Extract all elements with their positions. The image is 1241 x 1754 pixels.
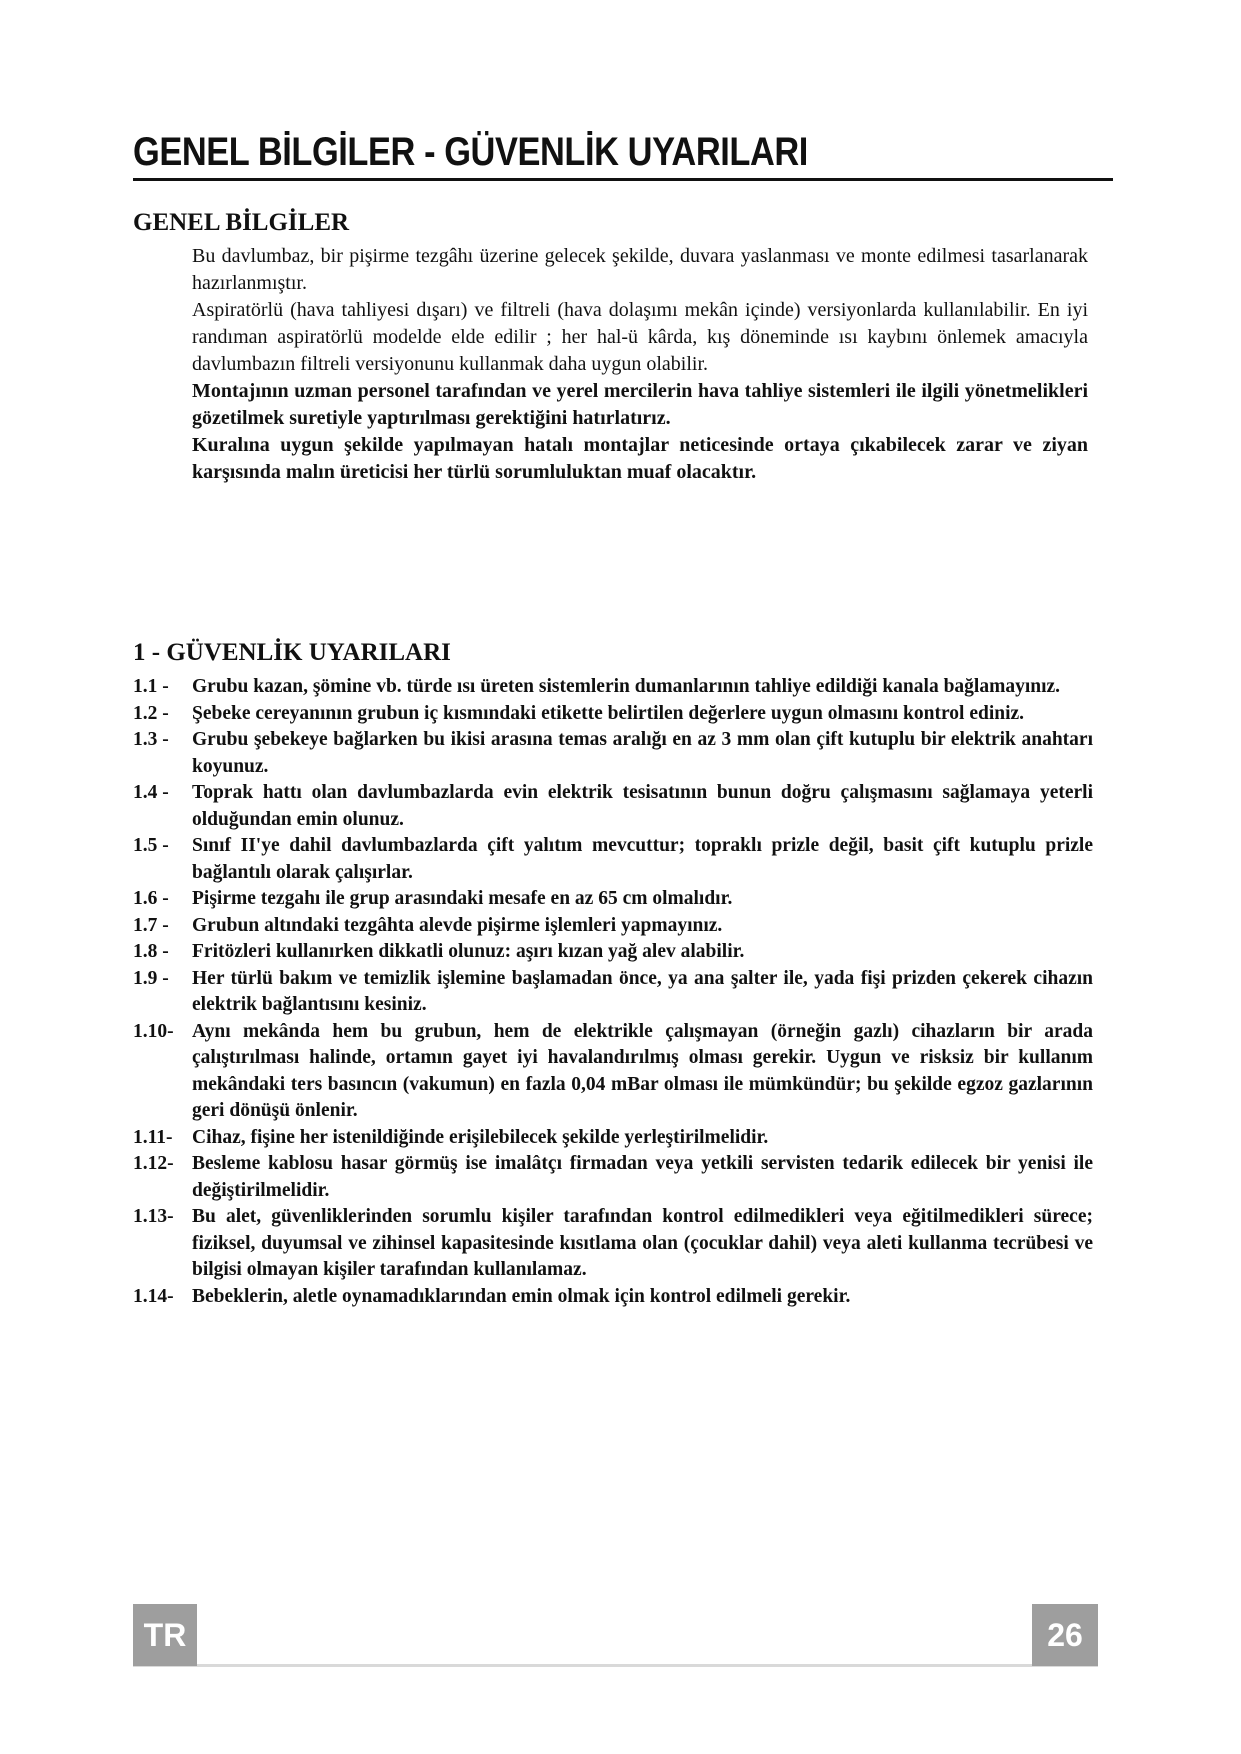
- item-text: Şebeke cereyanının grubun iç kısmındaki etikette belirtilen değerlere uygun olmasını kontrol ediniz.: [192, 702, 1025, 724]
- item-number: 1.8 -: [133, 941, 169, 962]
- item-number: 1.12-: [133, 1153, 174, 1174]
- item-text: Pişirme tezgahı ile grup arasındaki mesafe en az 65 cm olmalıdır.: [192, 888, 733, 909]
- general-info-body: [192, 243, 1088, 486]
- item-number: 1.4 -: [133, 782, 169, 803]
- item-text: Grubun altındaki tezgâhta alevde pişirme işlemleri yapmayınız.: [192, 914, 723, 936]
- item-text: Aynı mekânda hem bu grubun, hem de elektrikle çalışmayan (örneğin gazlı) cihazların bir arada çalıştırılması halinde, ortamın gayet iyi havalandırılmış olması gerekir. Uygun ve risksiz bir kullanım mekândaki ters basıncın (vakumun) en fazla 0,04 mBar olması ile mümkündür; bu şekilde egzoz gazlarının geri dönüşü önlenir.: [192, 1020, 1093, 1121]
- language-badge: TR: [133, 1604, 197, 1666]
- list-item: [133, 701, 1093, 728]
- item-text: Besleme kablosu hasar görmüş ise imalâtçı firmadan veya yetkili servisten tedarik edilecek bir yenisi ile değiştirilmelidir.: [192, 1153, 1093, 1201]
- list-item: [133, 727, 1093, 780]
- list-item: [133, 913, 1093, 940]
- item-text: Grubu şebekeye bağlarken bu ikisi arasına temas aralığı en az 3 mm olan çift kutuplu bir elektrik anahtarı koyunuz.: [192, 729, 1093, 777]
- item-number: 1.5 -: [133, 835, 169, 856]
- item-text: Bu alet, güvenliklerinden sorumlu kişiler tarafından kontrol edilmedikleri veya eğitilmedikleri sürece; fiziksel, duyumsal ve zihinsel kapasitesinde kısıtlama olan (çocuklar dahil) veya aleti kullanma tecrübesi ve bilgisi olmayan kişiler tarafından kullanılamaz.: [192, 1206, 1093, 1280]
- item-number: 1.2 -: [133, 702, 169, 724]
- item-number: 1.9 -: [133, 967, 169, 989]
- item-text: Cihaz, fişine her istenildiğinde erişilebilecek şekilde yerleştirilmelidir.: [192, 1126, 769, 1148]
- item-number: 1.3 -: [133, 729, 169, 750]
- item-number: 1.10-: [133, 1020, 174, 1042]
- list-item: [133, 833, 1093, 886]
- item-text: Bebeklerin, aletle oynamadıklarından emin olmak için kontrol edilmeli gerekir.: [192, 1285, 851, 1307]
- item-number: 1.11-: [133, 1126, 173, 1148]
- intro-bold-paragraph: Kuralına uygun şekilde yapılmayan hatalı montajlar neticesinde ortaya çıkabilecek zarar ve ziyan karşısında malın üreticisi her türlü sorumluluktan muaf olacaktır.: [192, 434, 1088, 483]
- list-item: [133, 939, 1093, 966]
- item-text: Fritözleri kullanırken dikkatli olunuz: aşırı kızan yağ alev alabilir.: [192, 941, 745, 962]
- safety-warnings-list: [133, 674, 1093, 1310]
- general-info-heading: GENEL BİLGİLER: [133, 209, 350, 236]
- item-text: Sınıf II'ye dahil davlumbazlarda çift yalıtım mevcuttur; topraklı prizle değil, basit çift kutuplu prizle bağlantılı olarak çalışırlar.: [192, 835, 1093, 883]
- page-number: 26: [1032, 1604, 1098, 1666]
- item-number: 1.14-: [133, 1285, 174, 1307]
- list-item: [133, 1204, 1093, 1284]
- title-divider: [133, 178, 1113, 181]
- list-item: [133, 674, 1093, 701]
- list-item: [133, 966, 1093, 1019]
- intro-bold-paragraph: Montajının uzman personel tarafından ve yerel mercilerin hava tahliye sistemleri ile ilgili yönetmelikleri gözetilmek suretiyle yaptırılması gerektiğini hatırlatırız.: [192, 380, 1088, 429]
- intro-paragraph: Aspiratörlü (hava tahliyesi dışarı) ve filtreli (hava dolaşımı mekân içinde) versiyonlarda kullanılabilir. En iyi randıman aspiratörlü modelde elde edilir ; her hal-ü kârda, kış döneminde ısı kaybını önlemek amacıyla davlumbazın filtreli versiyonunu kullanmak daha uygun olabilir.: [192, 299, 1088, 375]
- footer-rule: [133, 1604, 1098, 1667]
- item-number: 1.1 -: [133, 676, 169, 697]
- list-item: [133, 1019, 1093, 1125]
- list-item: [133, 1125, 1093, 1152]
- list-item: [133, 780, 1093, 833]
- list-item: [133, 1151, 1093, 1204]
- item-text: Grubu kazan, şömine vb. türde ısı üreten sistemlerin dumanlarının tahliye edildiği kanala bağlamayınız.: [192, 676, 1061, 697]
- item-number: 1.13-: [133, 1206, 174, 1227]
- item-text: Toprak hattı olan davlumbazlarda evin elektrik tesisatının bunun doğru çalışmasını sağlamaya yeterli olduğundan emin olunuz.: [192, 782, 1093, 830]
- item-number: 1.6 -: [133, 888, 169, 909]
- safety-warnings-heading: 1 - GÜVENLİK UYARILARI: [133, 639, 451, 666]
- item-text: Her türlü bakım ve temizlik işlemine başlamadan önce, ya ana şalter ile, yada fişi prizden çekerek cihazın elektrik bağlantısını kesiniz.: [192, 967, 1093, 1015]
- list-item: [133, 1284, 1093, 1311]
- item-number: 1.7 -: [133, 914, 169, 936]
- page-title: GENEL BİLGİLER - GÜVENLİK UYARILARI: [133, 130, 808, 174]
- list-item: [133, 886, 1093, 913]
- intro-paragraph: Bu davlumbaz, bir pişirme tezgâhı üzerine gelecek şekilde, duvara yaslanması ve monte edilmesi tasarlanarak hazırlanmıştır.: [192, 245, 1088, 294]
